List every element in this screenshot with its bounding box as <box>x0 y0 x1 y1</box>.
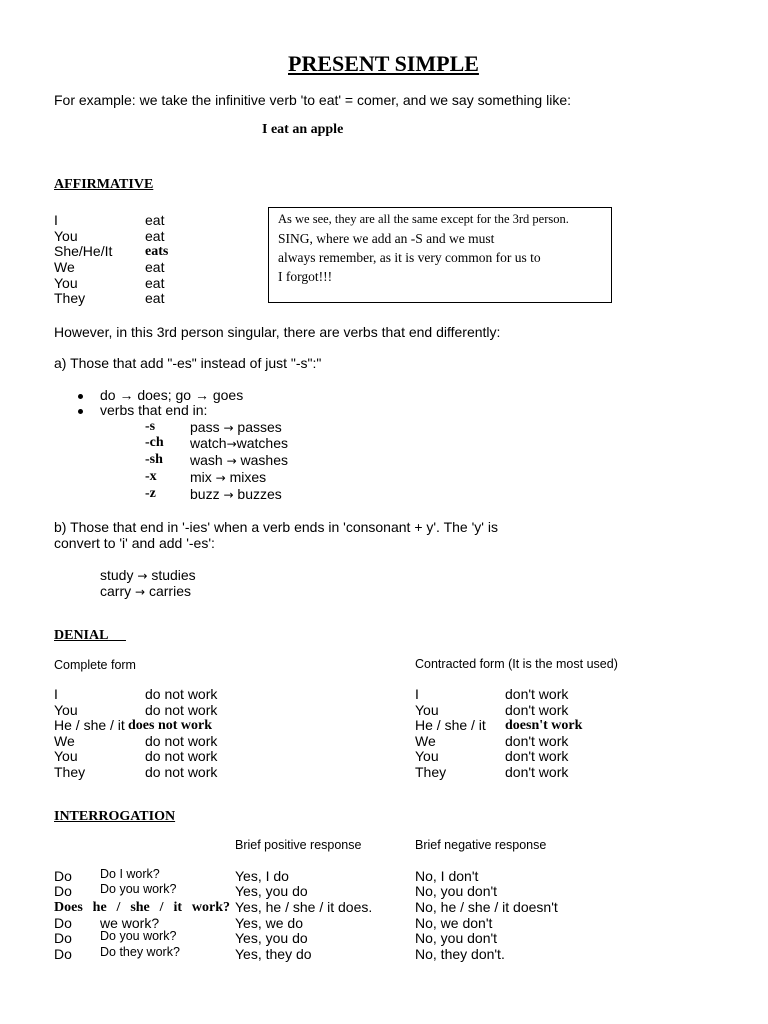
verb: eat <box>145 290 165 306</box>
suffix: -s <box>145 419 156 434</box>
pronoun: You <box>415 748 439 764</box>
interrogation-heading: INTERROGATION <box>54 809 176 824</box>
bullet-text: do → does; go → goes <box>100 387 244 403</box>
however-text: However, in this 3rd person singular, there are verbs that end differently: <box>54 324 501 340</box>
positive-answer: Yes, I do <box>235 868 289 884</box>
result-verb: mixes <box>229 469 267 485</box>
page-title: PRESENT SIMPLE <box>288 51 479 76</box>
auxiliary: Do <box>54 946 72 962</box>
auxiliary: Do <box>54 930 72 946</box>
ies-example <box>100 568 196 582</box>
positive-answer: Yes, you do <box>235 883 308 899</box>
base-verb: carry <box>100 583 132 599</box>
ending-example <box>190 436 288 450</box>
negative-answer: No, we don't <box>415 915 493 931</box>
verb: does not work <box>128 718 213 733</box>
negative-answer: No, I don't <box>415 868 479 884</box>
question: Do you work? <box>100 929 177 943</box>
negative-answer: No, you don't <box>415 883 498 899</box>
contracted-form-label: Contracted form (It is the most used) <box>415 657 618 671</box>
intro-text: For example: we take the infinitive verb 'to eat' = comer, and we say something like: <box>54 92 571 108</box>
rule-b-line: convert to 'i' and add '-es': <box>54 535 215 551</box>
note-line: SING, where we add an -S and we must <box>278 231 495 246</box>
verb: eat <box>145 259 165 275</box>
ending-example <box>190 470 266 484</box>
arrow-icon: → <box>226 454 237 468</box>
base-verb: buzz <box>190 486 220 502</box>
pronoun: We <box>54 259 75 275</box>
pronoun: We <box>415 733 436 749</box>
pronoun: They <box>415 764 447 780</box>
verb: doesn't work <box>505 718 583 733</box>
question: Do I work? <box>100 867 160 881</box>
suffix: -x <box>145 469 157 484</box>
bullet-icon <box>78 394 83 399</box>
affirmative-heading: AFFIRMATIVE <box>54 177 154 192</box>
verb: do not work <box>145 686 218 702</box>
rule-a: a) Those that add "-es" instead of just "-s":" <box>54 355 322 371</box>
base-verb: wash <box>190 452 223 468</box>
pronoun: He / she / it <box>415 717 486 733</box>
pronoun: I <box>415 686 419 702</box>
result-verb: studies <box>151 567 196 583</box>
pronoun: They <box>54 764 86 780</box>
verb: do not work <box>145 702 218 718</box>
note-line: always remember, as it is very common for us to <box>278 250 541 265</box>
negative-answer: No, they don't. <box>415 946 505 962</box>
verb: don't work <box>505 748 569 764</box>
pronoun: She/He/It <box>54 243 113 259</box>
arrow-icon: → <box>223 421 234 435</box>
positive-response-label: Brief positive response <box>235 838 362 852</box>
denial-heading: DENIAL <box>54 628 109 643</box>
rule-b-line: b) Those that end in '-ies' when a verb ends in 'consonant + y'. The 'y' is <box>54 519 498 535</box>
arrow-icon: → <box>137 569 148 583</box>
ending-example <box>190 420 282 434</box>
ies-example <box>100 584 191 598</box>
ending-example <box>190 487 282 501</box>
arrow-icon: → <box>135 585 146 599</box>
result-verb: watches <box>236 435 288 451</box>
pronoun: I <box>54 212 58 228</box>
verb: do not work <box>145 733 218 749</box>
pronoun: He / she / it <box>54 717 125 733</box>
pronoun: We <box>54 733 75 749</box>
positive-answer: Yes, we do <box>235 915 303 931</box>
question: Do they work? <box>100 945 180 959</box>
complete-form-label: Complete form <box>54 658 136 672</box>
question: Do you work? <box>100 882 177 896</box>
pronoun: You <box>54 702 78 718</box>
verb: do not work <box>145 764 218 780</box>
question: Does he / she / it work? <box>54 900 230 915</box>
verb: eat <box>145 212 165 228</box>
negative-answer: No, he / she / it doesn't <box>415 899 558 915</box>
verb: eat <box>145 228 165 244</box>
pronoun: You <box>54 748 78 764</box>
pronoun: You <box>415 702 439 718</box>
pronoun: I <box>54 686 58 702</box>
ending-example <box>190 453 288 467</box>
suffix: -ch <box>145 435 164 450</box>
verb: don't work <box>505 764 569 780</box>
base-verb: watch <box>190 435 227 451</box>
positive-answer: Yes, he / she / it does. <box>235 899 373 915</box>
verb: do not work <box>145 748 218 764</box>
arrow-icon: → <box>215 471 226 485</box>
result-verb: carries <box>148 583 191 599</box>
example-sentence: I eat an apple <box>262 122 344 137</box>
negative-answer: No, you don't <box>415 930 498 946</box>
auxiliary: Do <box>54 868 72 884</box>
negative-response-label: Brief negative response <box>415 838 547 852</box>
question: we work? <box>100 915 160 931</box>
positive-answer: Yes, they do <box>235 946 312 962</box>
pronoun: They <box>54 290 86 306</box>
verb: eat <box>145 275 165 291</box>
base-verb: pass <box>190 419 220 435</box>
verb: don't work <box>505 733 569 749</box>
pronoun: You <box>54 275 78 291</box>
note-line: As we see, they are all the same except for the 3rd person. <box>278 212 569 226</box>
result-verb: buzzes <box>237 486 282 502</box>
base-verb: study <box>100 567 134 583</box>
auxiliary: Do <box>54 915 72 931</box>
note-line: I forgot!!! <box>278 269 333 284</box>
base-verb: mix <box>190 469 212 485</box>
suffix: -z <box>145 486 156 501</box>
auxiliary: Do <box>54 883 72 899</box>
positive-answer: Yes, you do <box>235 930 308 946</box>
verb: eats <box>145 244 169 259</box>
arrow-icon: → <box>223 488 234 502</box>
pronoun: You <box>54 228 78 244</box>
bullet-text: verbs that end in: <box>100 402 208 418</box>
arrow-icon: → <box>226 437 237 451</box>
verb: don't work <box>505 702 569 718</box>
result-verb: washes <box>240 452 288 468</box>
verb: don't work <box>505 686 569 702</box>
bullet-icon <box>78 409 83 414</box>
result-verb: passes <box>237 419 282 435</box>
suffix: -sh <box>145 452 163 467</box>
